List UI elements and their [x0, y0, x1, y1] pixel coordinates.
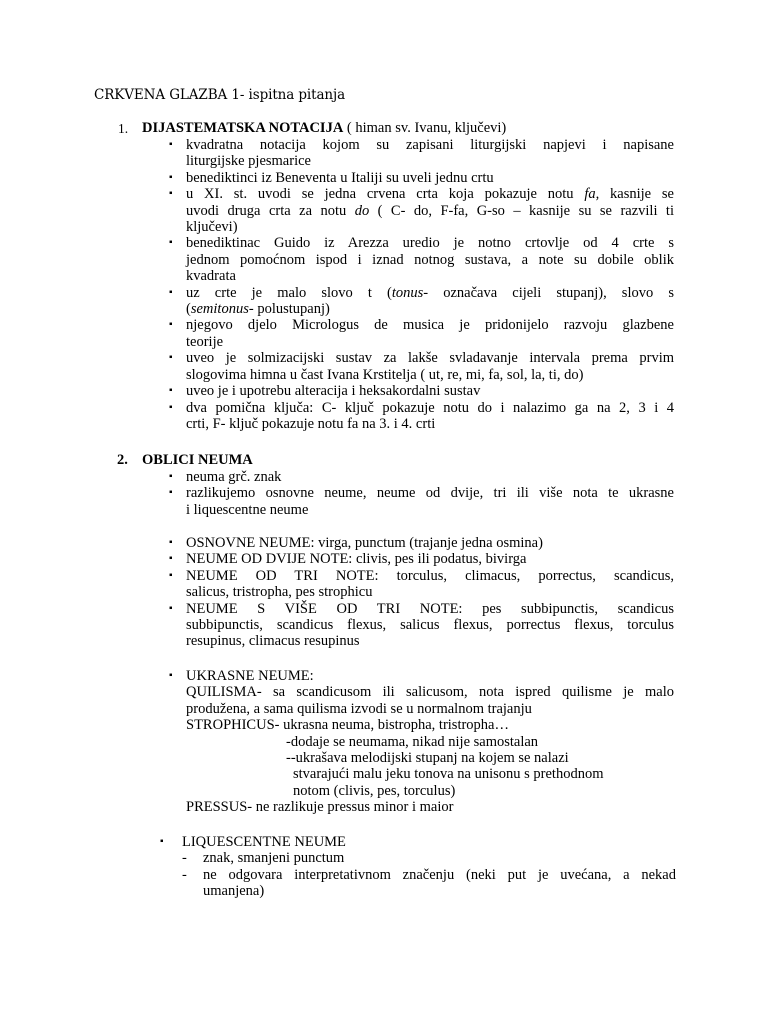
quilisma-line: QUILISMA- sa scandicusom ili salicusom, nota ispred quilisme je malo: [186, 684, 674, 701]
item-line: uveo je solmizacijski sustav za lakše svladavanje intervala prema prvim: [186, 350, 674, 367]
bullet-icon: ▪: [169, 385, 173, 397]
item-line: dva pomična ključa: C- ključ pokazuje notu do i nalazimo ga na 2, 3 i 4: [186, 399, 674, 416]
item-italic: do: [354, 202, 370, 219]
section-2-list-b: [169, 535, 674, 650]
list-item: [169, 186, 674, 236]
section-2-title: OBLICI NEUMA: [142, 452, 253, 468]
item-line: benediktinac Guido iz Arezza uredio je notno crtovlje od 4 crte s: [186, 235, 674, 252]
list-item: [169, 469, 674, 485]
item-text: ( C- do, F-fa, G-so – kasnije su se razvili ti: [369, 202, 674, 219]
item-text: (: [186, 301, 191, 318]
item-line: liturgijske pjesmarice: [186, 153, 311, 170]
bullet-icon: ▪: [169, 553, 173, 565]
item-line: NEUME OD TRI NOTE: torculus, climacus, porrectus, scandicus,: [186, 567, 674, 584]
item-line: razlikujemo osnovne neume, neume od dvije, tri ili više nota te ukrasne: [186, 485, 674, 502]
liquescentne-label: LIQUESCENTNE NEUME: [182, 834, 346, 850]
list-item: [169, 485, 674, 518]
item-italic: fa,: [584, 186, 600, 203]
item-line: i liquescentne neume: [186, 501, 309, 518]
section-1-note: ( himan sv. Ivanu, ključevi): [343, 120, 507, 136]
bullet-icon: ▪: [169, 602, 173, 614]
item-line: crti, F- ključ pokazuje notu fa na 3. i 4. crti: [186, 415, 436, 432]
bullet-icon: ▪: [169, 286, 173, 298]
item-line: ključevi): [186, 219, 238, 236]
item-text: uz crte je malo slovo t (: [186, 284, 392, 301]
strophicus-sub: --ukrašava melodijski stupanj na kojem se nalazi: [286, 750, 569, 767]
list-item: [169, 383, 674, 400]
list-item: [169, 317, 674, 350]
bullet-icon: ▪: [169, 487, 173, 499]
strophicus-sub: -dodaje se neumama, nikad nije samostalan: [286, 733, 539, 750]
bullet-icon: ▪: [169, 237, 173, 249]
item-text: u XI. st. uvodi se jedna crvena crta koja pokazuje notu: [186, 186, 585, 203]
bullet-icon: ▪: [169, 569, 173, 581]
item-text: uvodi druga crta za notu: [186, 202, 355, 219]
bullet-icon: ▪: [160, 836, 164, 847]
item-line: NEUME OD DVIJE NOTE: clivis, pes ili podatus, bivirga: [186, 551, 527, 568]
item-text: polustupanj): [253, 301, 330, 318]
dash-icon: -: [182, 866, 187, 883]
bullet-icon: ▪: [169, 139, 173, 150]
list-item: [169, 600, 674, 650]
bullet-icon: ▪: [169, 352, 173, 364]
bullet-icon: ▪: [169, 319, 173, 331]
liquescentne-block: [160, 834, 676, 900]
item-italic: tonus-: [391, 284, 429, 301]
section-1-title: DIJASTEMATSKA NOTACIJA: [142, 120, 344, 136]
item-line: kvadratna notacija kojom su zapisani liturgijski napjevi i napisane: [186, 137, 674, 153]
bullet-icon: ▪: [169, 471, 173, 482]
item-line: NEUME S VIŠE OD TRI NOTE: pes subbipunctis, scandicus: [186, 600, 674, 617]
item-italic: semitonus-: [190, 301, 254, 318]
list-item: [169, 169, 674, 186]
item-line: njegovo djelo Micrologus de musica je pridonijelo razvoju glazbene: [186, 317, 674, 334]
list-item: [169, 137, 674, 170]
item-line: OSNOVNE NEUME: virga, punctum (trajanje jedna osmina): [186, 535, 543, 551]
bullet-icon: ▪: [169, 670, 173, 681]
strophicus-sub: stvarajući malu jeku tonova na unisonu s prethodnom: [293, 766, 604, 783]
liquescentne-item: umanjena): [203, 883, 265, 900]
liquescentne-item: ne odgovara interpretativnom značenju (neki put je uvećana, a nekad: [203, 866, 676, 883]
strophicus-line: STROPHICUS- ukrasna neuma, bistropha, tristropha…: [186, 717, 509, 734]
item-line: teorije: [186, 333, 224, 350]
list-item: [169, 284, 674, 318]
pressus-line: PRESSUS- ne razlikuje pressus minor i maior: [186, 799, 454, 816]
item-text: kasnije se: [599, 186, 674, 203]
item-line: benediktinci iz Beneventa u Italiji su uveli jednu crtu: [186, 169, 494, 186]
dash-icon: -: [182, 850, 187, 867]
item-text: označava cijeli stupanj), slovo s: [428, 284, 674, 301]
list-item: [169, 399, 674, 433]
list-item: [169, 235, 674, 285]
section-1-number: 1.: [118, 121, 129, 136]
list-item: [169, 551, 674, 568]
item-line: kvadrata: [186, 268, 236, 285]
item-line: resupinus, climacus resupinus: [186, 633, 360, 650]
section-2-list-a: [169, 469, 674, 518]
bullet-icon: ▪: [169, 188, 173, 200]
ukrasne-neume-block: [169, 668, 674, 816]
list-item: [169, 567, 674, 601]
liquescentne-item: znak, smanjeni punctum: [203, 850, 345, 867]
bullet-icon: ▪: [169, 401, 173, 413]
item-line: slogovima himna u čast Ivana Krstitelja ( ut, re, mi, fa, sol, la, ti, do): [186, 366, 584, 383]
section-2-number: 2.: [117, 452, 128, 468]
list-item: [169, 535, 674, 551]
item-line: salicus, tristropha, pes strophicu: [186, 584, 373, 601]
strophicus-sub: notom (clivis, pes, torculus): [293, 782, 456, 799]
list-item: [169, 350, 674, 383]
section-1-list: [169, 137, 674, 432]
list-item: [169, 668, 674, 816]
item-line: neuma grč. znak: [186, 469, 282, 485]
item-line: subbipunctis, scandicus flexus, salicus flexus, porrectus flexus, torculus: [186, 617, 674, 634]
bullet-icon: ▪: [169, 537, 173, 548]
bullet-icon: ▪: [169, 171, 173, 183]
item-line: jednom pomoćnom ispod i iznad notnog sustava, a note su dobile oblik: [186, 251, 674, 268]
ukrasne-label: UKRASNE NEUME:: [186, 668, 314, 684]
quilisma-line: produžena, a sama quilisma izvodi se u normalnom trajanju: [186, 700, 532, 717]
item-line: uveo je i upotrebu alteracija i heksakordalni sustav: [186, 383, 481, 400]
document-title: CRKVENA GLAZBA 1- ispitna pitanja: [94, 87, 346, 103]
